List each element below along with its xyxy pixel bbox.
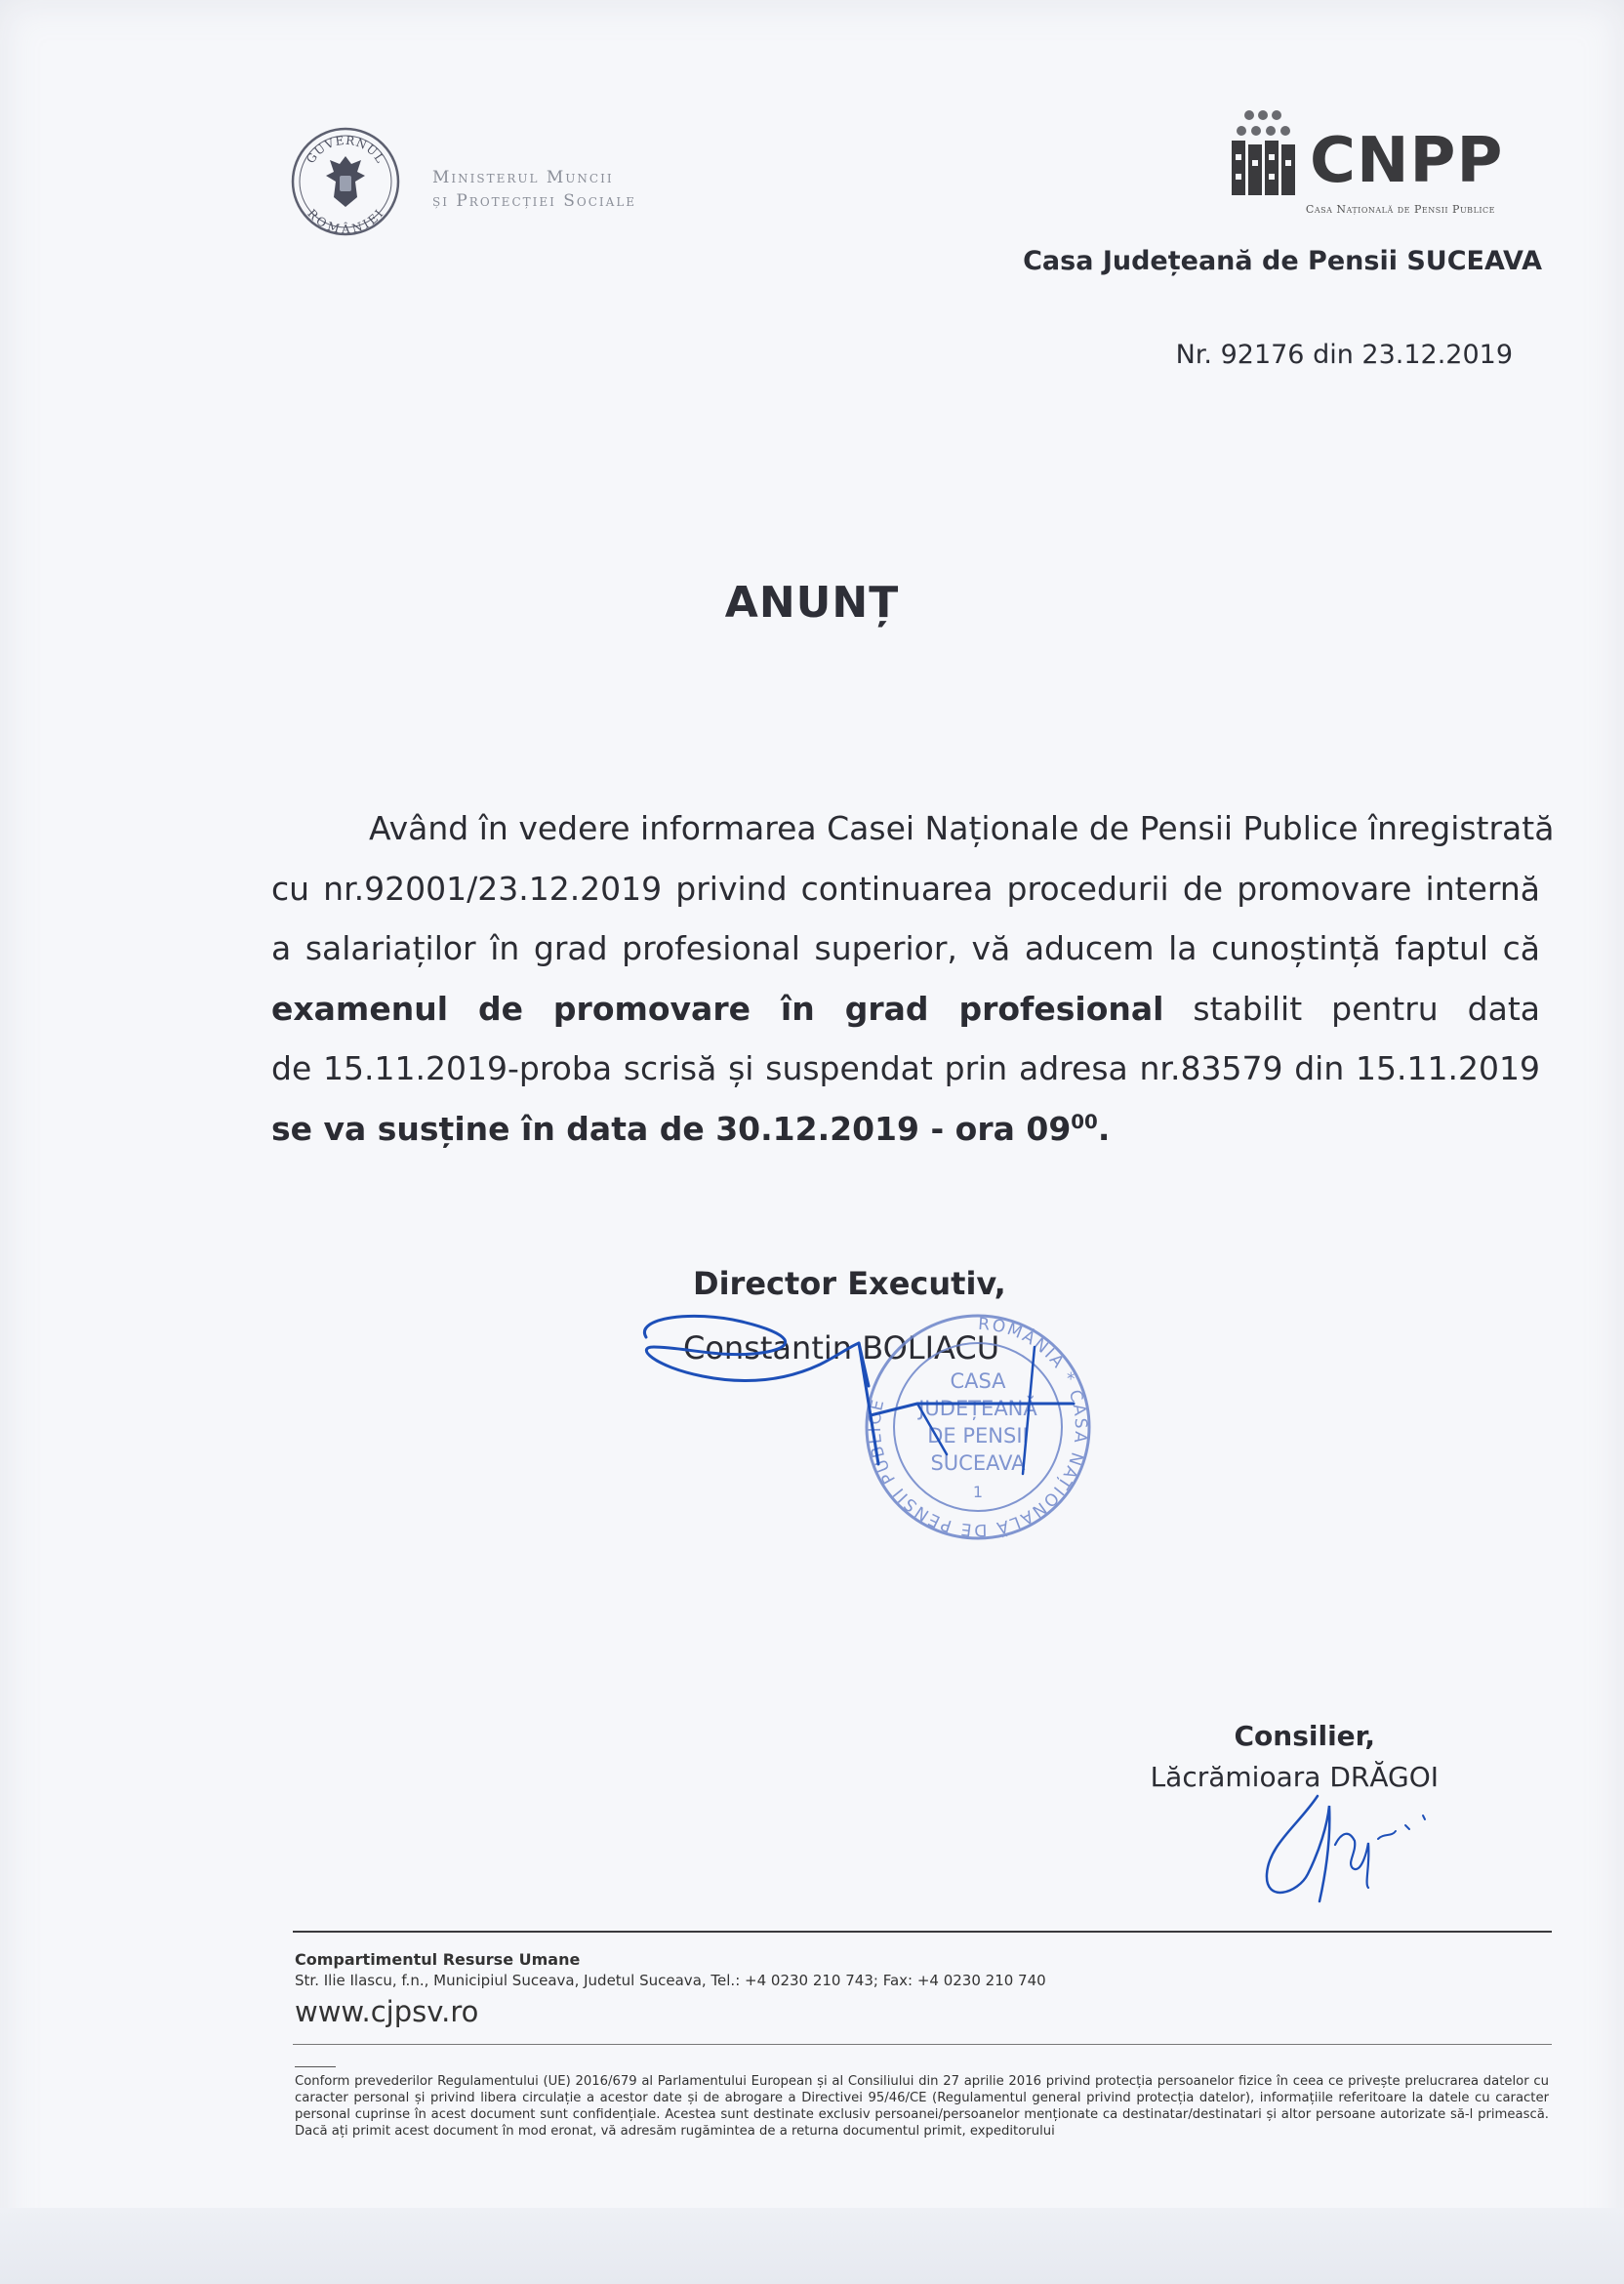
ministry-name bbox=[432, 166, 636, 213]
body-line-2: cu nr.92001/23.12.2019 privind continuarea procedurii de promovare internă bbox=[271, 869, 1540, 908]
document-title: ANUNȚ bbox=[724, 578, 900, 628]
body-line-3: a salariaților în grad profesional superior, vă aducem la cunoștință faptul că bbox=[271, 929, 1540, 967]
exam-time-minutes: 00 bbox=[1071, 1110, 1098, 1133]
director-role: Director Executiv, bbox=[693, 1265, 1006, 1302]
institution-title: Casa Județeană de Pensii SUCEAVA bbox=[1023, 246, 1542, 276]
exam-emphasis: examenul de promovare în grad profesional bbox=[271, 989, 1164, 1028]
counselor-role: Consilier, bbox=[1234, 1720, 1375, 1752]
cnpp-people-icon bbox=[1230, 105, 1308, 199]
cnpp-subtitle: Casa Națională de Pensii Publice bbox=[1305, 203, 1495, 216]
footer-top-rule bbox=[293, 1931, 1552, 1933]
counselor-signature bbox=[1259, 1786, 1435, 1913]
notice-rule bbox=[295, 2066, 336, 2067]
footer-address: Str. Ilie Ilascu, f.n., Municipiul Suceava, Judetul Suceava, Tel.: +4 0230 210 743; Fax: +4 0230 210 740 bbox=[295, 1972, 1046, 1989]
scan-bottom-band bbox=[0, 2208, 1624, 2284]
footer-website-link[interactable]: www.cjpsv.ro bbox=[295, 1995, 479, 2028]
body-line-6 bbox=[271, 1099, 1540, 1160]
cnpp-logo-text: CNPP bbox=[1310, 125, 1504, 197]
stamp-line-2: JUDEȚEANĂ bbox=[918, 1397, 1037, 1420]
body-line-5: de 15.11.2019-proba scrisă și suspendat prin adresa nr.83579 din 15.11.2019 bbox=[271, 1049, 1540, 1087]
seal-top-text: GUVERNUL bbox=[304, 133, 388, 167]
director-name: Constantin BOLIACU bbox=[683, 1329, 1000, 1366]
cnpp-logo bbox=[1230, 105, 1504, 223]
footer-bottom-rule bbox=[293, 2044, 1552, 2045]
counselor-name: Lăcrămioara DRĂGOI bbox=[1150, 1761, 1439, 1793]
svg-text:ROMÂNIEI bbox=[304, 207, 386, 236]
stamp-line-4: SUCEAVA bbox=[930, 1451, 1026, 1475]
body-line-6-end: . bbox=[1097, 1109, 1111, 1148]
stamp-line-1: CASA bbox=[950, 1369, 1006, 1393]
body-line-1: Având în vedere informarea Casei Naționale de Pensii Publice înregistrată bbox=[369, 809, 1555, 847]
registration-number: Nr. 92176 din 23.12.2019 bbox=[1175, 340, 1513, 370]
body-line-4-rest: stabilit pentru data bbox=[1163, 989, 1540, 1028]
announcement-body bbox=[271, 798, 1555, 1159]
body-line-4 bbox=[271, 979, 1540, 1040]
ministry-line-1: Ministerul Muncii bbox=[432, 168, 614, 187]
director-signature bbox=[625, 1308, 1191, 1484]
seal-bottom-text: ROMÂNIEI bbox=[304, 206, 386, 236]
stamp-number: 1 bbox=[972, 1483, 984, 1501]
government-seal-icon bbox=[291, 127, 400, 236]
exam-date-text: se va susține în data de 30.12.2019 - ora 09 bbox=[271, 1109, 1072, 1148]
ministry-line-2: și Protecției Sociale bbox=[432, 191, 637, 211]
gdpr-notice: Conform prevederilor Regulamentului (UE) 2016/679 al Parlamentului European și al Consiliului din 27 aprilie 2016 privind protecția persoanelor fizice în ceea ce privește prelucrarea datelor cu caracter personal și privind libera circulație a acestor date și de abrogare a Directivei 95/46/CE (Regulamentul general privind protecția datelor), informațiile referitoare la datele cu caracter personal cuprinse în acest document sunt confidențiale. Acestea sunt destinate exclusiv persoanei/persoanelor menționate ca destinatar/destinatari și altor persoane autorizate să-l primească. Dacă ați primit acest document în mod eronat, vă adresăm rugămintea de a returna documentul primit, expeditorului bbox=[295, 2074, 1549, 2139]
footer-department: Compartimentul Resurse Umane bbox=[295, 1950, 581, 1969]
stamp-outer-text: ROMÂNIA * CASA NAȚIONALĂ DE PENSII PUBLICE bbox=[865, 1314, 1091, 1540]
stamp-line-3: DE PENSII bbox=[927, 1424, 1029, 1448]
